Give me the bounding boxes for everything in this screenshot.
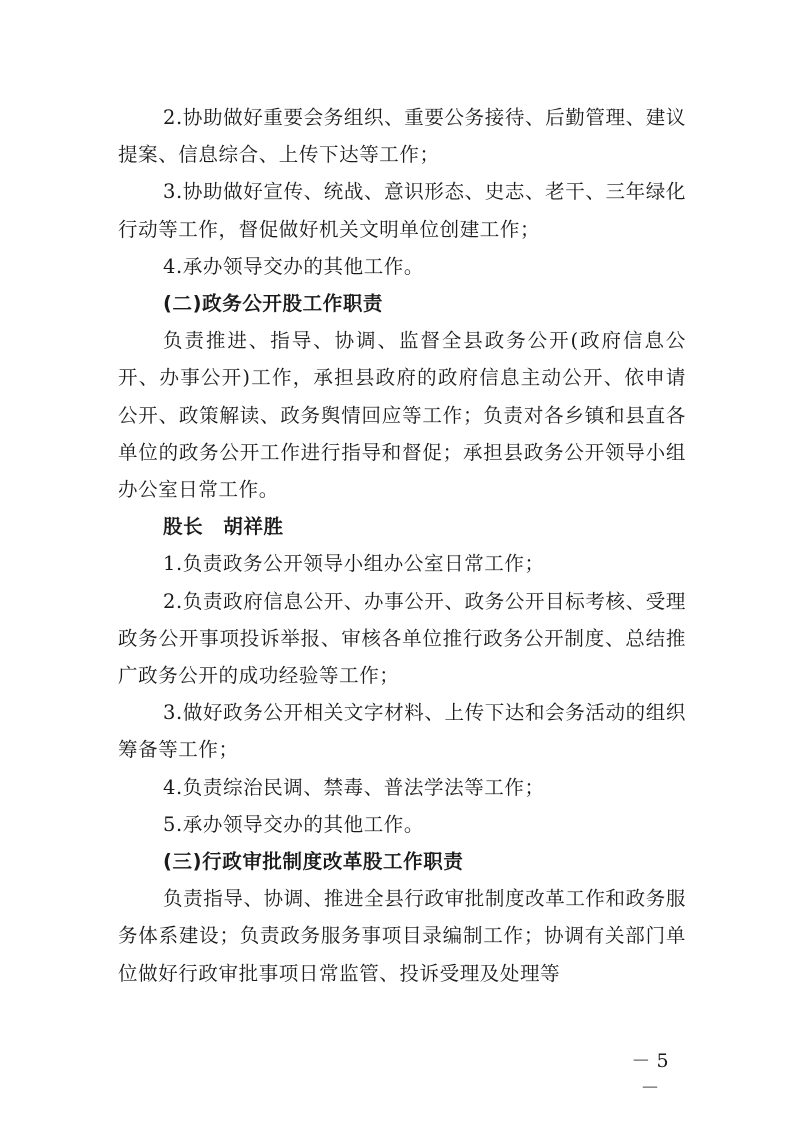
- paragraph-item-4: 4.承办领导交办的其他工作。: [163, 254, 425, 278]
- document-body: [118, 99, 686, 992]
- duty-item-4: 4.负责综治民调、禁毒、普法学法等工作；: [163, 775, 545, 799]
- section-description-approval: 负责指导、协调、推进全县行政审批制度改革工作和政务服务体系建设；负责政务服务事项目录编制工作；协调有关部门单位做好行政审批事项日常监管、投诉受理及处理等: [118, 887, 686, 985]
- section-heading-approval-reform: (三)行政审批制度改革股工作职责: [163, 850, 464, 874]
- duty-item-2: 2.负责政府信息公开、办事公开、政务公开目标考核、受理政务公开事项投诉举报、审核各单位推行政务公开制度、总结推广政务公开的成功经验等工作；: [118, 589, 686, 688]
- section-description: 负责推进、指导、协调、监督全县政务公开(政府信息公开、办事公开)工作，承担县政府的政府信息主动公开、依申请公开、政策解读、政务舆情回应等工作；负责对各乡镇和县直各单位的政务公开工作进行指导和督促；承担县政务公开领导小组办公室日常工作。: [118, 329, 686, 502]
- section-chief: 股长 胡祥胜: [163, 515, 284, 539]
- page-number: － 5 －: [631, 1050, 669, 1099]
- duty-item-5: 5.承办领导交办的其他工作。: [163, 812, 425, 836]
- paragraph-item-2: 2.协助做好重要会务组织、重要公务接待、后勤管理、建议提案、信息综合、上传下达等工作；: [118, 106, 686, 167]
- duty-item-3: 3.做好政务公开相关文字材料、上传下达和会务活动的组织筹备等工作；: [118, 701, 686, 762]
- section-heading-gov-affairs: (二)政务公开股工作职责: [163, 292, 384, 316]
- duty-item-1: 1.负责政务公开领导小组办公室日常工作；: [163, 552, 545, 576]
- paragraph-item-3: 3.协助做好宣传、统战、意识形态、史志、老干、三年绿化行动等工作，督促做好机关文明单位创建工作；: [118, 180, 686, 241]
